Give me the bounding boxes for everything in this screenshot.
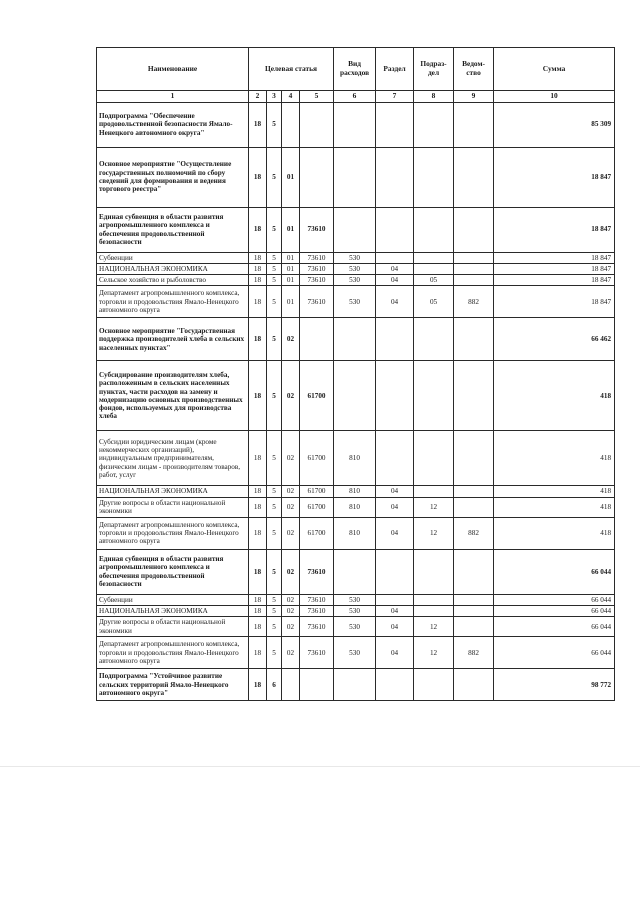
row-target-4: 02 [282, 486, 300, 497]
row-podrazdel [414, 669, 454, 701]
table-row [97, 617, 615, 637]
row-vid: 530 [334, 275, 376, 286]
table-row [97, 486, 615, 497]
row-target-2: 18 [249, 318, 267, 361]
row-target-3: 5 [267, 263, 282, 274]
row-target-5: 61700 [300, 431, 334, 486]
row-target-3: 5 [267, 605, 282, 616]
row-vedomstvo [454, 275, 494, 286]
row-podrazdel [414, 486, 454, 497]
row-razdel: 04 [376, 486, 414, 497]
row-target-5: 73610 [300, 549, 334, 594]
table-row [97, 275, 615, 286]
table-row [97, 263, 615, 274]
row-target-2: 18 [249, 102, 267, 147]
row-sum: 66 044 [494, 637, 615, 669]
colnum: 5 [300, 91, 334, 103]
row-target-5: 73610 [300, 252, 334, 263]
row-vedomstvo [454, 549, 494, 594]
row-target-3: 5 [267, 594, 282, 605]
row-target-4: 01 [282, 263, 300, 274]
row-target-4: 02 [282, 497, 300, 517]
row-target-2: 18 [249, 252, 267, 263]
row-vedomstvo [454, 102, 494, 147]
row-name: Подпрограмма "Устойчивое развитие сельских территорий Ямало-Ненецкого автономного округа" [97, 669, 249, 701]
row-vedomstvo [454, 605, 494, 616]
row-vedomstvo [454, 669, 494, 701]
colnum: 2 [249, 91, 267, 103]
row-name: Департамент агропромышленного комплекса, торговли и продовольствия Ямало-Ненецкого автономного округа [97, 637, 249, 669]
colnum: 3 [267, 91, 282, 103]
row-sum: 66 044 [494, 549, 615, 594]
row-sum: 418 [494, 431, 615, 486]
row-target-3: 5 [267, 497, 282, 517]
row-target-5: 61700 [300, 497, 334, 517]
colnum: 6 [334, 91, 376, 103]
row-vid [334, 361, 376, 431]
row-target-4: 01 [282, 275, 300, 286]
row-vedomstvo [454, 147, 494, 207]
table-row [97, 207, 615, 252]
row-razdel [376, 102, 414, 147]
row-razdel: 04 [376, 497, 414, 517]
row-vedomstvo [454, 361, 494, 431]
table-row [97, 431, 615, 486]
row-razdel: 04 [376, 275, 414, 286]
row-target-2: 18 [249, 669, 267, 701]
scan-edge [0, 766, 640, 767]
row-podrazdel [414, 594, 454, 605]
row-podrazdel [414, 318, 454, 361]
row-target-2: 18 [249, 263, 267, 274]
row-sum: 18 847 [494, 207, 615, 252]
row-vedomstvo [454, 318, 494, 361]
row-vid: 530 [334, 286, 376, 318]
row-target-5 [300, 102, 334, 147]
row-target-2: 18 [249, 286, 267, 318]
row-target-3: 5 [267, 361, 282, 431]
row-name: Основное мероприятие "Осуществление государственных полномочий по сбору сведений для формирования и ведения торгового реестра" [97, 147, 249, 207]
header-podrazdel: Подраз-дел [414, 48, 454, 91]
row-name: Подпрограмма "Обеспечение продовольственной безопасности Ямало-Ненецкого автономного округа" [97, 102, 249, 147]
row-vid [334, 318, 376, 361]
header-razdel: Раздел [376, 48, 414, 91]
row-target-3: 5 [267, 431, 282, 486]
row-razdel: 04 [376, 517, 414, 549]
row-vid [334, 102, 376, 147]
row-razdel [376, 252, 414, 263]
row-name: Единая субвенция в области развития агропромышленного комплекса и обеспечения продовольственной безопасности [97, 549, 249, 594]
row-vid: 810 [334, 517, 376, 549]
table-row [97, 252, 615, 263]
row-vid: 530 [334, 263, 376, 274]
row-target-4: 02 [282, 549, 300, 594]
table-row [97, 147, 615, 207]
table-row [97, 669, 615, 701]
row-vedomstvo [454, 594, 494, 605]
row-target-5 [300, 147, 334, 207]
row-podrazdel [414, 207, 454, 252]
row-target-5: 73610 [300, 286, 334, 318]
row-target-3: 5 [267, 486, 282, 497]
row-target-4: 02 [282, 637, 300, 669]
row-target-2: 18 [249, 207, 267, 252]
row-sum: 18 847 [494, 286, 615, 318]
header-summa: Сумма [494, 48, 615, 91]
row-sum: 66 044 [494, 594, 615, 605]
row-podrazdel [414, 361, 454, 431]
row-vedomstvo: 882 [454, 286, 494, 318]
row-target-5: 61700 [300, 486, 334, 497]
row-target-4: 02 [282, 617, 300, 637]
budget-table [96, 47, 615, 701]
row-vedomstvo [454, 617, 494, 637]
table-header-row [97, 48, 615, 91]
row-vid: 530 [334, 637, 376, 669]
row-target-5: 61700 [300, 517, 334, 549]
row-target-4: 01 [282, 207, 300, 252]
row-name: НАЦИОНАЛЬНАЯ ЭКОНОМИКА [97, 486, 249, 497]
row-sum: 66 044 [494, 617, 615, 637]
row-vedomstvo [454, 431, 494, 486]
row-razdel: 04 [376, 617, 414, 637]
row-target-4 [282, 102, 300, 147]
row-target-4: 02 [282, 318, 300, 361]
column-number-row [97, 91, 615, 103]
row-podrazdel [414, 431, 454, 486]
table-row [97, 517, 615, 549]
row-vid [334, 549, 376, 594]
row-target-3: 5 [267, 252, 282, 263]
header-vid: Вид расходов [334, 48, 376, 91]
row-name: Департамент агропромышленного комплекса, торговли и продовольствия Ямало-Ненецкого автономного округа [97, 517, 249, 549]
row-sum: 98 772 [494, 669, 615, 701]
row-target-3: 5 [267, 617, 282, 637]
row-podrazdel: 12 [414, 637, 454, 669]
row-razdel [376, 361, 414, 431]
row-target-3: 5 [267, 275, 282, 286]
row-target-2: 18 [249, 497, 267, 517]
row-vid: 810 [334, 486, 376, 497]
row-podrazdel: 12 [414, 497, 454, 517]
table-body [97, 102, 615, 701]
row-podrazdel: 05 [414, 286, 454, 318]
row-sum: 85 309 [494, 102, 615, 147]
row-vid: 530 [334, 605, 376, 616]
row-name: Другие вопросы в области национальной экономики [97, 617, 249, 637]
colnum: 8 [414, 91, 454, 103]
row-name: Субвенции [97, 594, 249, 605]
row-podrazdel [414, 605, 454, 616]
row-vedomstvo: 882 [454, 517, 494, 549]
row-vid: 530 [334, 594, 376, 605]
row-target-5: 73610 [300, 594, 334, 605]
table-row [97, 549, 615, 594]
row-target-5: 73610 [300, 263, 334, 274]
table-row [97, 318, 615, 361]
row-target-5: 73610 [300, 637, 334, 669]
row-vedomstvo [454, 486, 494, 497]
table-row [97, 102, 615, 147]
row-sum: 418 [494, 517, 615, 549]
row-target-2: 18 [249, 431, 267, 486]
row-target-2: 18 [249, 637, 267, 669]
row-target-2: 18 [249, 147, 267, 207]
row-podrazdel: 12 [414, 517, 454, 549]
row-name: Другие вопросы в области национальной экономики [97, 497, 249, 517]
row-name: Субвенции [97, 252, 249, 263]
row-name: Сельское хозяйство и рыболовство [97, 275, 249, 286]
table-row [97, 361, 615, 431]
row-sum: 66 462 [494, 318, 615, 361]
row-razdel [376, 669, 414, 701]
row-target-4: 01 [282, 286, 300, 318]
row-podrazdel [414, 549, 454, 594]
row-vedomstvo: 882 [454, 637, 494, 669]
row-target-5: 73610 [300, 207, 334, 252]
row-target-3: 5 [267, 637, 282, 669]
row-target-2: 18 [249, 486, 267, 497]
row-target-5: 73610 [300, 605, 334, 616]
row-target-5: 61700 [300, 361, 334, 431]
row-target-3: 5 [267, 207, 282, 252]
row-vedomstvo [454, 252, 494, 263]
row-vedomstvo [454, 497, 494, 517]
row-target-5: 73610 [300, 275, 334, 286]
row-podrazdel [414, 102, 454, 147]
row-target-4: 02 [282, 517, 300, 549]
row-target-4: 02 [282, 594, 300, 605]
row-razdel [376, 318, 414, 361]
table-row [97, 286, 615, 318]
row-podrazdel [414, 263, 454, 274]
row-name: Субсидирование производителям хлеба, расположенным в сельских населенных пунктах, части расходов на замену и модернизацию основных производственных фондов, используемых для производства хлеба [97, 361, 249, 431]
row-target-3: 5 [267, 517, 282, 549]
row-target-2: 18 [249, 517, 267, 549]
row-target-3: 5 [267, 549, 282, 594]
row-target-2: 18 [249, 594, 267, 605]
row-podrazdel: 12 [414, 617, 454, 637]
row-target-3: 5 [267, 318, 282, 361]
colnum: 1 [97, 91, 249, 103]
colnum: 4 [282, 91, 300, 103]
row-target-4: 01 [282, 252, 300, 263]
row-target-5 [300, 318, 334, 361]
row-vid: 530 [334, 252, 376, 263]
row-vid: 810 [334, 431, 376, 486]
row-podrazdel [414, 252, 454, 263]
row-sum: 418 [494, 361, 615, 431]
row-sum: 66 044 [494, 605, 615, 616]
row-target-2: 18 [249, 275, 267, 286]
row-razdel: 04 [376, 637, 414, 669]
row-name: Субсидии юридическим лицам (кроме некоммерческих организаций), индивидуальным предпринимателям, физическим лицам - производителям товаров, работ, услуг [97, 431, 249, 486]
row-target-2: 18 [249, 605, 267, 616]
row-vid: 810 [334, 497, 376, 517]
row-podrazdel: 05 [414, 275, 454, 286]
row-sum: 18 847 [494, 147, 615, 207]
colnum: 9 [454, 91, 494, 103]
header-target: Целевая статья [249, 48, 334, 91]
row-razdel [376, 549, 414, 594]
row-target-4: 02 [282, 361, 300, 431]
row-target-3: 5 [267, 102, 282, 147]
row-vedomstvo [454, 263, 494, 274]
row-sum: 18 847 [494, 275, 615, 286]
header-vedomstvo: Ведом-ство [454, 48, 494, 91]
row-razdel [376, 207, 414, 252]
row-target-4: 02 [282, 605, 300, 616]
row-sum: 18 847 [494, 263, 615, 274]
row-target-3: 5 [267, 286, 282, 318]
row-target-4: 02 [282, 431, 300, 486]
row-name: Единая субвенция в области развития агропромышленного комплекса и обеспечения продовольственной безопасности [97, 207, 249, 252]
row-razdel: 04 [376, 605, 414, 616]
row-name: НАЦИОНАЛЬНАЯ ЭКОНОМИКА [97, 605, 249, 616]
row-target-4: 01 [282, 147, 300, 207]
row-razdel [376, 431, 414, 486]
row-sum: 418 [494, 486, 615, 497]
header-name: Наименование [97, 48, 249, 91]
colnum: 7 [376, 91, 414, 103]
row-sum: 18 847 [494, 252, 615, 263]
colnum: 10 [494, 91, 615, 103]
row-target-2: 18 [249, 549, 267, 594]
row-name: Департамент агропромышленного комплекса, торговли и продовольствия Ямало-Ненецкого автономного округа [97, 286, 249, 318]
table-row [97, 497, 615, 517]
row-name: НАЦИОНАЛЬНАЯ ЭКОНОМИКА [97, 263, 249, 274]
row-podrazdel [414, 147, 454, 207]
row-razdel: 04 [376, 286, 414, 318]
row-name: Основное мероприятие "Государственная поддержка производителей хлеба в сельских населенных пунктах" [97, 318, 249, 361]
row-target-3: 5 [267, 147, 282, 207]
row-vid: 530 [334, 617, 376, 637]
table-row [97, 605, 615, 616]
row-razdel [376, 594, 414, 605]
row-razdel [376, 147, 414, 207]
row-target-2: 18 [249, 361, 267, 431]
row-target-5: 73610 [300, 617, 334, 637]
row-target-4 [282, 669, 300, 701]
row-target-3: 6 [267, 669, 282, 701]
row-sum: 418 [494, 497, 615, 517]
row-vid [334, 669, 376, 701]
row-target-2: 18 [249, 617, 267, 637]
row-razdel: 04 [376, 263, 414, 274]
row-vid [334, 207, 376, 252]
table-row [97, 594, 615, 605]
row-vid [334, 147, 376, 207]
table-row [97, 637, 615, 669]
row-target-5 [300, 669, 334, 701]
row-vedomstvo [454, 207, 494, 252]
